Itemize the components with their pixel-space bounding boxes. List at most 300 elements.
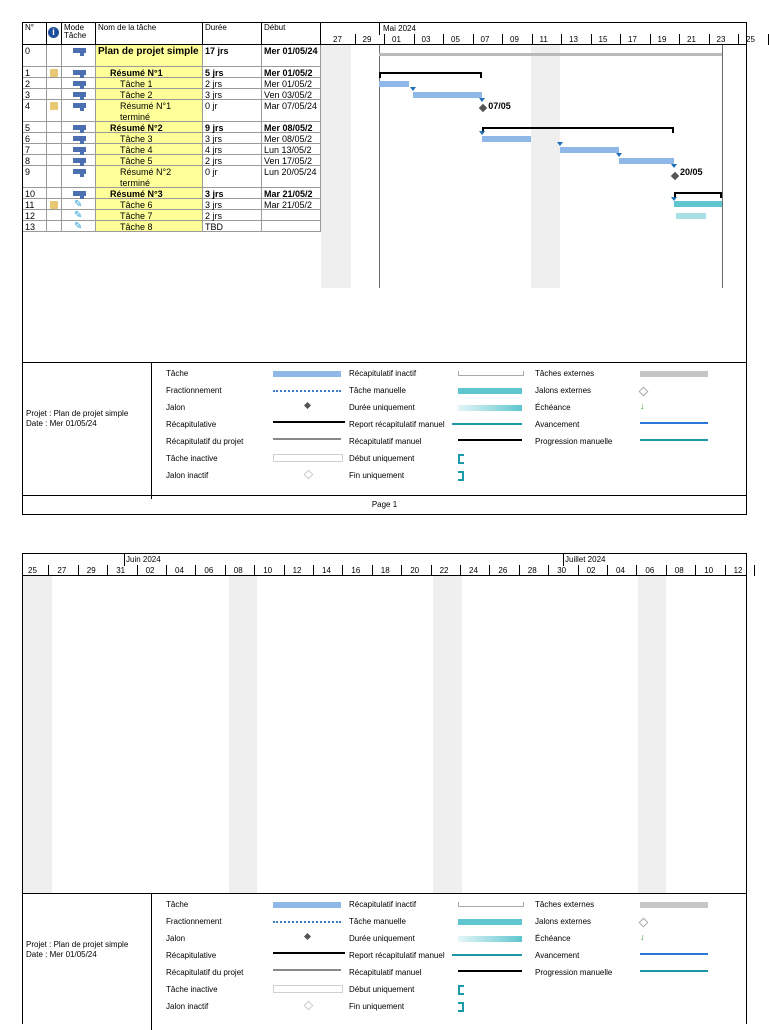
- timescale-month: Mai 2024: [383, 24, 416, 33]
- timescale-tick: 02: [586, 566, 596, 575]
- timescale-divider: [489, 565, 490, 576]
- timescale-divider: [414, 34, 415, 45]
- task-bar[interactable]: [482, 136, 530, 142]
- legend-swatch-manual-task: [458, 919, 522, 925]
- task-start-cell[interactable]: Mer 01/05/2: [262, 67, 321, 78]
- legend-label: Report récapitulatif manuel: [349, 951, 445, 960]
- task-mode-cell[interactable]: [62, 199, 96, 210]
- legend-swatch-split: [273, 390, 341, 392]
- timescale-tick: 01: [392, 35, 401, 44]
- legend-label: Jalon: [166, 934, 186, 943]
- task-start-cell[interactable]: Mer 01/05/24: [262, 45, 321, 67]
- legend-swatch-milestone: [304, 933, 311, 940]
- legend-swatch-external-milestones: [639, 387, 649, 397]
- gantt-page-2: [22, 553, 747, 1024]
- timescale-tick: 10: [263, 566, 273, 575]
- legend-swatch-finish-only: [458, 471, 464, 481]
- timescale-tick: 15: [598, 35, 608, 44]
- dependency-arrow: [557, 142, 563, 146]
- task-id-cell[interactable]: 7: [23, 144, 47, 155]
- task-mode-cell[interactable]: [62, 155, 96, 166]
- table-row[interactable]: [23, 78, 321, 89]
- timescale-tick: 04: [616, 566, 625, 575]
- legend-swatch-inactive-summary: [458, 371, 524, 376]
- timescale-tick: 29: [86, 566, 96, 575]
- header-info[interactable]: [47, 23, 62, 45]
- legend-label: Report récapitulatif manuel: [349, 420, 445, 429]
- legend-label: Progression manuelle: [535, 437, 613, 446]
- table-row[interactable]: [23, 188, 321, 199]
- timescale-divider: [460, 565, 461, 576]
- timeline-chart: [321, 23, 755, 288]
- task-id-cell[interactable]: 9: [23, 166, 47, 188]
- task-mode-cell[interactable]: [62, 89, 96, 100]
- task-name-cell[interactable]: Tâche 5: [96, 155, 203, 166]
- task-mode-cell[interactable]: [62, 210, 96, 221]
- timescale-divider: [754, 565, 755, 576]
- legend-label: Progression manuelle: [535, 968, 613, 977]
- task-start-cell[interactable]: Mar 21/05/2: [262, 199, 321, 210]
- timeline-chart-continued: [23, 554, 746, 819]
- task-info-cell[interactable]: [47, 155, 62, 166]
- timescale-divider: [342, 565, 343, 576]
- legend-label: Début uniquement: [349, 985, 415, 994]
- timescale-divider: [372, 565, 373, 576]
- dependency-arrow: [671, 197, 677, 201]
- task-duration-cell[interactable]: 3 jrs: [203, 133, 262, 144]
- legend-label: Récapitulatif inactif: [349, 369, 417, 378]
- task-start-cell[interactable]: Mer 08/05/2: [262, 133, 321, 144]
- task-bar[interactable]: [560, 147, 619, 153]
- task-id-cell[interactable]: 13: [23, 221, 47, 232]
- task-duration-cell[interactable]: 4 jrs: [203, 144, 262, 155]
- task-duration-cell[interactable]: 9 jrs: [203, 122, 262, 133]
- timescale-tick: 05: [451, 35, 460, 44]
- task-name-cell[interactable]: Plan de projet simple: [96, 45, 203, 67]
- timescale-tick: 22: [439, 566, 449, 575]
- legend-label: Récapitulative: [166, 420, 217, 429]
- project-summary-bar[interactable]: [379, 53, 722, 56]
- task-info-cell[interactable]: [47, 133, 62, 144]
- legend-label: Jalon inactif: [166, 471, 209, 480]
- timescale-divider: [401, 565, 402, 576]
- task-mode-cell[interactable]: [62, 100, 96, 122]
- legend-swatch-inactive-summary: [458, 902, 524, 907]
- project-end-line: [722, 45, 723, 288]
- legend-swatch-project-summary: [273, 969, 341, 971]
- legend-swatch-progress: [640, 422, 708, 424]
- timescale-divider: [725, 565, 726, 576]
- timescale-header: [321, 23, 755, 45]
- task-info-cell[interactable]: [47, 188, 62, 199]
- timescale-divider: [443, 34, 444, 45]
- legend-swatch-progress: [640, 953, 708, 955]
- task-name-cell[interactable]: Résumé N°1: [96, 67, 203, 78]
- legend-label: Tâche: [166, 900, 189, 909]
- timescale-tick: 12: [733, 566, 743, 575]
- timescale-tick: 23: [716, 35, 726, 44]
- task-id-cell[interactable]: 2: [23, 78, 47, 89]
- timescale-tick: 10: [704, 566, 714, 575]
- legend-project-info: [23, 894, 152, 1030]
- task-name-cell[interactable]: Tâche 2: [96, 89, 203, 100]
- note-icon: [50, 201, 58, 209]
- legend-swatch-task: [273, 371, 341, 377]
- timescale-tick: 18: [380, 566, 390, 575]
- timescale-divider: [709, 34, 710, 45]
- auto-scheduled-icon: [73, 48, 86, 53]
- task-name-cell[interactable]: Résumé N°3: [96, 188, 203, 199]
- nonworking-shade: [531, 45, 560, 288]
- task-start-cell[interactable]: [262, 221, 321, 232]
- task-duration-cell[interactable]: 3 jrs: [203, 188, 262, 199]
- table-row[interactable]: [23, 122, 321, 133]
- legend-label: Jalons externes: [535, 386, 592, 395]
- timescale-tick: 12: [292, 566, 302, 575]
- task-id-cell[interactable]: 0: [23, 45, 47, 67]
- timescale-tick: 29: [362, 35, 372, 44]
- timescale-divider: [679, 34, 680, 45]
- table-row[interactable]: [23, 144, 321, 155]
- task-info-cell[interactable]: [47, 45, 62, 67]
- legend-label: Tâche inactive: [166, 454, 218, 463]
- legend-label: Fractionnement: [166, 386, 222, 395]
- nonworking-shade: [638, 576, 666, 893]
- legend-label: Début uniquement: [349, 454, 415, 463]
- task-name-cell[interactable]: Tâche 3: [96, 133, 203, 144]
- legend-label: Tâches externes: [535, 900, 595, 909]
- task-mode-cell[interactable]: [62, 133, 96, 144]
- timescale-divider: [591, 34, 592, 45]
- timescale-tick: 20: [410, 566, 420, 575]
- legend-swatch-split: [273, 921, 341, 923]
- timescale-divider: [636, 565, 637, 576]
- legend-label: Tâches externes: [535, 369, 595, 378]
- timescale-divider: [502, 34, 503, 45]
- task-mode-cell[interactable]: [62, 122, 96, 133]
- timescale-divider: [473, 34, 474, 45]
- nonworking-shade: [229, 576, 257, 893]
- summary-bar[interactable]: [379, 72, 482, 74]
- timescale-divider: [225, 565, 226, 576]
- legend-label: Fractionnement: [166, 917, 222, 926]
- month-divider: [379, 23, 380, 35]
- timescale-divider: [607, 565, 608, 576]
- task-mode-cell[interactable]: [62, 67, 96, 78]
- timescale-tick: 25: [746, 35, 755, 44]
- task-info-cell[interactable]: [47, 221, 62, 232]
- table-row[interactable]: [23, 221, 321, 232]
- task-mode-cell[interactable]: [62, 166, 96, 188]
- table-row[interactable]: [23, 100, 321, 122]
- legend-swatch-inactive-milestone: [304, 1001, 314, 1011]
- legend-label: Avancement: [535, 420, 580, 429]
- legend-label: Tâche inactive: [166, 985, 218, 994]
- task-grid: [23, 23, 321, 288]
- task-name-cell[interactable]: Tâche 1: [96, 78, 203, 89]
- legend-swatch-manual-summary-rollup: [452, 423, 522, 425]
- legend-swatch-manual-summary: [458, 970, 522, 972]
- legend-swatch-finish-only: [458, 1002, 464, 1012]
- timescale-divider: [561, 34, 562, 45]
- timescale-tick: 03: [421, 35, 431, 44]
- timescale-tick: 07: [480, 35, 490, 44]
- task-info-cell[interactable]: [47, 89, 62, 100]
- timescale-divider: [195, 565, 196, 576]
- nonworking-shade: [321, 45, 351, 288]
- timescale-divider: [107, 565, 108, 576]
- legend-swatch-milestone: [304, 402, 311, 409]
- task-name-cell[interactable]: Résumé N°2: [96, 122, 203, 133]
- table-row[interactable]: [23, 133, 321, 144]
- header-name[interactable]: Nom de la tâche: [96, 23, 203, 45]
- task-duration-cell[interactable]: TBD: [203, 221, 262, 232]
- auto-scheduled-icon: [73, 125, 86, 130]
- table-row[interactable]: [23, 67, 321, 78]
- timescale-tick: 24: [469, 566, 478, 575]
- page-footer: Page 1: [23, 495, 746, 514]
- timescale-divider: [384, 34, 385, 45]
- timescale-tick: 02: [145, 566, 155, 575]
- timescale-tick: 11: [539, 35, 548, 44]
- auto-scheduled-icon: [73, 92, 86, 97]
- task-name-cell[interactable]: Tâche 4: [96, 144, 203, 155]
- dependency-arrow: [479, 98, 485, 102]
- legend-label: Récapitulatif du projet: [166, 437, 244, 446]
- task-duration-cell[interactable]: 5 jrs: [203, 67, 262, 78]
- header-mode[interactable]: Mode Tâche: [62, 23, 96, 45]
- milestone-diamond[interactable]: [479, 104, 487, 112]
- task-id-cell[interactable]: 10: [23, 188, 47, 199]
- task-bar[interactable]: [413, 92, 483, 98]
- timescale-tick: 27: [57, 566, 67, 575]
- task-start-cell[interactable]: Mar 07/05/24: [262, 100, 321, 122]
- task-name-cell[interactable]: Tâche 7: [96, 210, 203, 221]
- task-id-cell[interactable]: 6: [23, 133, 47, 144]
- task-start-cell[interactable]: Ven 17/05/2: [262, 155, 321, 166]
- task-id-cell[interactable]: 5: [23, 122, 47, 133]
- table-row[interactable]: [23, 166, 321, 188]
- legend-swatch-task: [273, 902, 341, 908]
- gantt-page-1: [22, 22, 755, 515]
- task-start-cell[interactable]: Mar 21/05/2: [262, 188, 321, 199]
- timescale-tick: 28: [527, 566, 537, 575]
- milestone-label: 20/05: [680, 167, 703, 177]
- timescale-divider: [620, 34, 621, 45]
- auto-scheduled-icon: [73, 136, 86, 141]
- timescale-tick: 21: [687, 35, 696, 44]
- legend-label: Récapitulatif du projet: [166, 968, 244, 977]
- timescale-divider: [548, 565, 549, 576]
- table-row[interactable]: [23, 199, 321, 210]
- task-info-cell[interactable]: [47, 78, 62, 89]
- task-info-cell[interactable]: [47, 166, 62, 188]
- month-divider: [563, 554, 564, 566]
- legend-label: Jalon: [166, 403, 186, 412]
- legend-swatch-manual-summary: [458, 439, 522, 441]
- auto-scheduled-icon: [73, 169, 86, 174]
- task-id-cell[interactable]: 12: [23, 210, 47, 221]
- task-duration-cell[interactable]: 3 jrs: [203, 89, 262, 100]
- legend-label: Durée uniquement: [349, 934, 415, 943]
- timescale-divider: [355, 34, 356, 45]
- task-start-cell[interactable]: Mer 01/05/2: [262, 78, 321, 89]
- legend-label: Durée uniquement: [349, 403, 415, 412]
- header-id[interactable]: N°: [23, 23, 47, 45]
- legend-label: Jalon inactif: [166, 1002, 209, 1011]
- task-start-cell[interactable]: Ven 03/05/2: [262, 89, 321, 100]
- legend-page-2: [23, 893, 746, 1030]
- task-duration-cell[interactable]: 2 jrs: [203, 155, 262, 166]
- task-duration-cell[interactable]: 2 jrs: [203, 210, 262, 221]
- note-icon: [50, 102, 58, 110]
- task-name-cell[interactable]: Tâche 8: [96, 221, 203, 232]
- manually-scheduled-icon: ✎: [74, 199, 83, 210]
- task-mode-cell[interactable]: [62, 78, 96, 89]
- table-row[interactable]: [23, 155, 321, 166]
- timescale-divider: [650, 34, 651, 45]
- legend-swatch-inactive-task: [273, 454, 343, 462]
- task-id-cell[interactable]: 1: [23, 67, 47, 78]
- dependency-arrow: [479, 131, 485, 135]
- legend-swatch-inactive-milestone: [304, 470, 314, 480]
- legend-swatch-external-milestones: [639, 918, 649, 928]
- task-duration-cell[interactable]: 3 jrs: [203, 199, 262, 210]
- task-start-cell[interactable]: [262, 210, 321, 221]
- summary-bar[interactable]: [674, 192, 722, 194]
- header-start[interactable]: Début: [262, 23, 321, 45]
- legend-project-date: Date : Mer 01/05/24: [26, 950, 97, 959]
- task-duration-cell[interactable]: 2 jrs: [203, 78, 262, 89]
- legend-label: Fin uniquement: [349, 471, 405, 480]
- timescale-divider: [313, 565, 314, 576]
- task-bar[interactable]: [379, 81, 409, 87]
- legend-swatch-duration-only: [458, 936, 522, 942]
- timescale-tick: 19: [657, 35, 667, 44]
- manually-scheduled-icon: ✎: [74, 210, 83, 221]
- task-info-cell[interactable]: [47, 144, 62, 155]
- legend-label: Récapitulative: [166, 951, 217, 960]
- task-mode-cell[interactable]: [62, 221, 96, 232]
- manually-scheduled-icon: ✎: [74, 221, 83, 232]
- task-mode-cell[interactable]: [62, 144, 96, 155]
- timescale-tick: 04: [175, 566, 184, 575]
- note-icon: [50, 69, 58, 77]
- task-duration-cell[interactable]: 17 jrs: [203, 45, 262, 67]
- dependency-arrow: [410, 87, 416, 91]
- manual-task-bar[interactable]: [676, 213, 706, 219]
- legend-label: Tâche: [166, 369, 189, 378]
- task-bar[interactable]: [619, 158, 674, 164]
- legend-swatch-external-tasks: [640, 371, 708, 377]
- legend-swatch-manual-progress: [640, 439, 708, 441]
- task-mode-cell[interactable]: [62, 188, 96, 199]
- timescale-tick: 25: [28, 566, 37, 575]
- auto-scheduled-icon: [73, 147, 86, 152]
- legend-swatch-project-summary: [273, 438, 341, 440]
- legend-swatch-start-only: [458, 985, 464, 995]
- task-info-cell[interactable]: [47, 199, 62, 210]
- task-id-cell[interactable]: 11: [23, 199, 47, 210]
- header-duration[interactable]: Durée: [203, 23, 262, 45]
- auto-scheduled-icon: [73, 191, 86, 196]
- task-start-cell[interactable]: Lun 13/05/2: [262, 144, 321, 155]
- task-info-cell[interactable]: [47, 100, 62, 122]
- summary-bar[interactable]: [482, 127, 674, 129]
- legend-label: Jalons externes: [535, 917, 592, 926]
- legend-project-name: Projet : Plan de projet simple: [26, 409, 129, 418]
- manual-task-bar[interactable]: [674, 201, 722, 207]
- timescale-tick: 14: [322, 566, 331, 575]
- timescale-tick: 26: [498, 566, 508, 575]
- task-duration-cell[interactable]: 0 jr: [203, 166, 262, 188]
- timescale-divider: [48, 565, 49, 576]
- timescale-tick: 31: [116, 566, 126, 575]
- legend-label: Fin uniquement: [349, 1002, 405, 1011]
- timescale-divider: [578, 565, 579, 576]
- auto-scheduled-icon: [73, 103, 86, 108]
- legend-project-info: [23, 363, 152, 499]
- legend-swatch-start-only: [458, 454, 464, 464]
- timescale-tick: 13: [569, 35, 578, 44]
- timescale-divider: [78, 565, 79, 576]
- task-info-cell[interactable]: [47, 210, 62, 221]
- task-mode-cell[interactable]: [62, 45, 96, 67]
- timescale-tick: 27: [333, 35, 342, 44]
- legend-swatch-summary: [273, 421, 345, 423]
- milestone-label: 07/05: [488, 101, 511, 111]
- task-duration-cell[interactable]: 0 jr: [203, 100, 262, 122]
- auto-scheduled-icon: [73, 158, 86, 163]
- timescale-divider: [768, 34, 769, 45]
- timescale-divider: [254, 565, 255, 576]
- legend-swatch-duration-only: [458, 405, 522, 411]
- task-id-cell[interactable]: 8: [23, 155, 47, 166]
- legend-swatch-deadline: ↓: [640, 401, 645, 411]
- milestone-diamond[interactable]: [671, 172, 679, 180]
- task-name-cell[interactable]: Tâche 6: [96, 199, 203, 210]
- info-icon: i: [48, 27, 59, 38]
- legend-swatch-manual-task: [458, 388, 522, 394]
- task-info-cell[interactable]: [47, 67, 62, 78]
- task-id-cell[interactable]: 4: [23, 100, 47, 122]
- legend-swatch-summary: [273, 952, 345, 954]
- legend-swatch-external-tasks: [640, 902, 708, 908]
- legend-swatch-deadline: ↓: [640, 932, 645, 942]
- table-row[interactable]: [23, 45, 321, 67]
- task-name-cell[interactable]: Résumé N°2 terminé: [96, 166, 203, 188]
- legend-label: Récapitulatif inactif: [349, 900, 417, 909]
- timescale-tick: 30: [557, 566, 567, 575]
- timescale-divider: [431, 565, 432, 576]
- legend-label: Échéance: [535, 934, 571, 943]
- dependency-arrow: [616, 153, 622, 157]
- timescale-month: Juin 2024: [126, 555, 161, 564]
- timescale-divider: [666, 565, 667, 576]
- timescale-divider: [695, 565, 696, 576]
- task-start-cell[interactable]: Mer 08/05/2: [262, 122, 321, 133]
- task-start-cell[interactable]: Lun 20/05/24: [262, 166, 321, 188]
- legend-swatch-manual-progress: [640, 970, 708, 972]
- nonworking-shade: [433, 576, 462, 893]
- table-row[interactable]: [23, 89, 321, 100]
- task-id-cell[interactable]: 3: [23, 89, 47, 100]
- table-row[interactable]: [23, 210, 321, 221]
- legend-swatch-manual-summary-rollup: [452, 954, 522, 956]
- task-name-cell[interactable]: Résumé N°1 terminé: [96, 100, 203, 122]
- task-info-cell[interactable]: [47, 122, 62, 133]
- auto-scheduled-icon: [73, 81, 86, 86]
